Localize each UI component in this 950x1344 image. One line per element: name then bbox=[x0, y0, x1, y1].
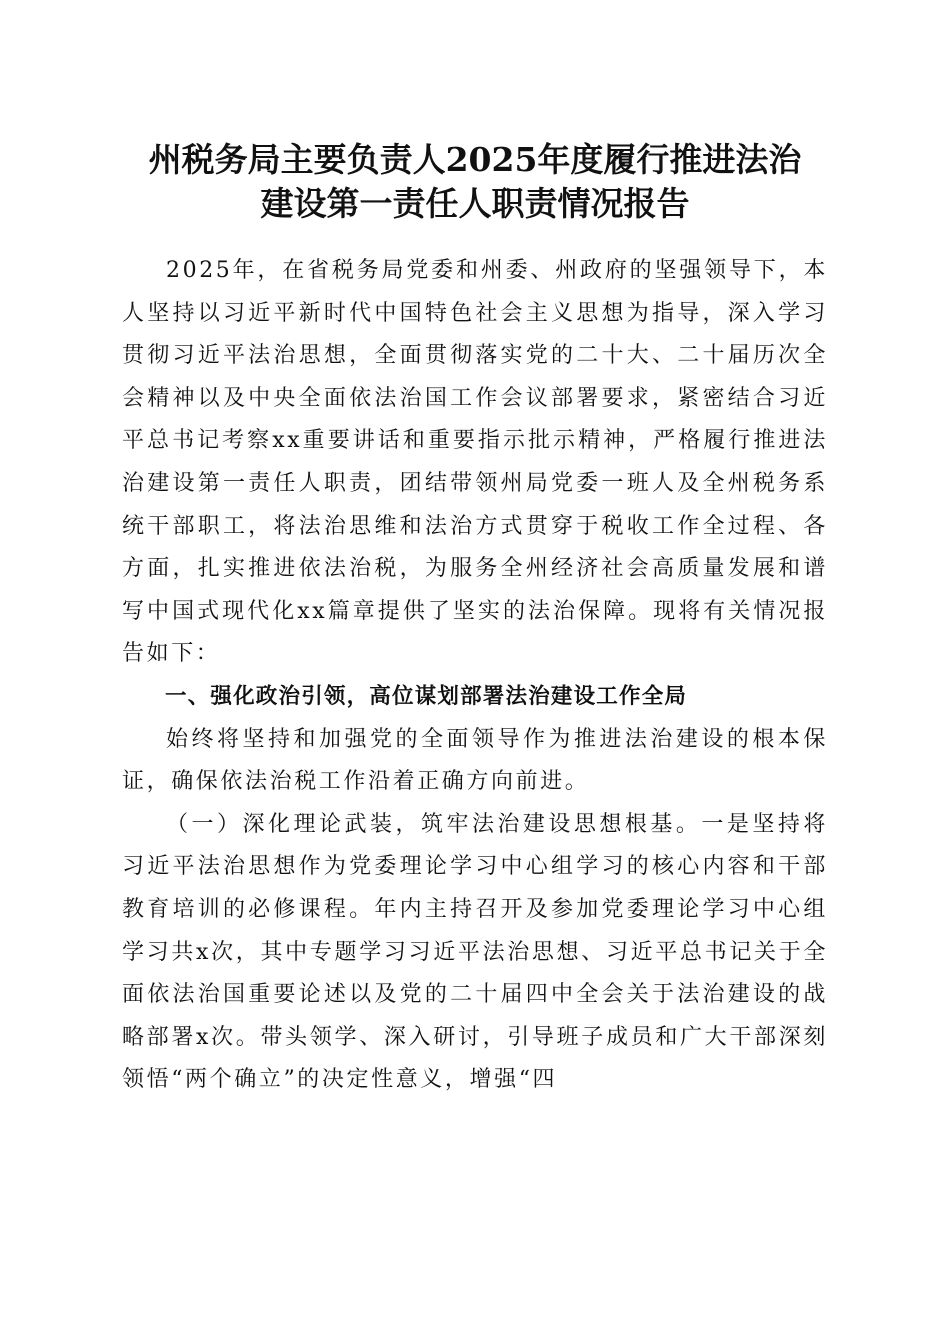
title-line-1: 州税务局主要负责人2025年度履行推进法治 bbox=[148, 140, 802, 179]
document-title bbox=[110, 138, 840, 226]
subsection-1-paragraph bbox=[122, 804, 828, 1102]
title-line-2: 建设第一责任人职责情况报告 bbox=[260, 184, 690, 223]
subsection-1-body: 一是坚持将习近平法治思想作为党委理论学习中心组学习的核心内容和干部教育培训的必修课程。年内主持召开及参加党委理论学习中心组学习共x次，其中专题学习习近平法治思想、习近平总书记关于全面依法治国重要论述以及党的二十届四中全会关于法治建设的战略部署x次。带头领学、深入研讨，引导班子成员和广大干部深刻领悟“两个确立”的决定性意义，增强“四 bbox=[122, 811, 828, 1093]
section-1-heading: 一、强化政治引领，高位谋划部署法治建设工作全局 bbox=[165, 683, 688, 709]
subsection-1-heading: （一）深化理论武装，筑牢法治建设思想根基。 bbox=[166, 811, 702, 837]
intro-paragraph: 2025年，在省税务局党委和州委、州政府的坚强领导下，本人坚持以习近平新时代中国特色社会主义思想为指导，深入学习贯彻习近平法治思想，全面贯彻落实党的二十大、二十届历次全会精神以及中央全面依法治国工作会议部署要求，紧密结合习近平总书记考察xx重要讲话和重要指示批示精神，严格履行推进法治建设第一责任人职责，团结带领州局党委一班人及全州税务系统干部职工，将法治思维和法治方式贯穿于税收工作全过程、各方面，扎实推进依法治税，为服务全州经济社会高质量发展和谱写中国式现代化xx篇章提供了坚实的法治保障。现将有关情况报告如下： bbox=[122, 258, 828, 667]
document-body bbox=[122, 250, 828, 1102]
section-1-intro-paragraph: 始终将坚持和加强党的全面领导作为推进法治建设的根本保证，确保依法治税工作沿着正确方向前进。 bbox=[122, 726, 828, 795]
